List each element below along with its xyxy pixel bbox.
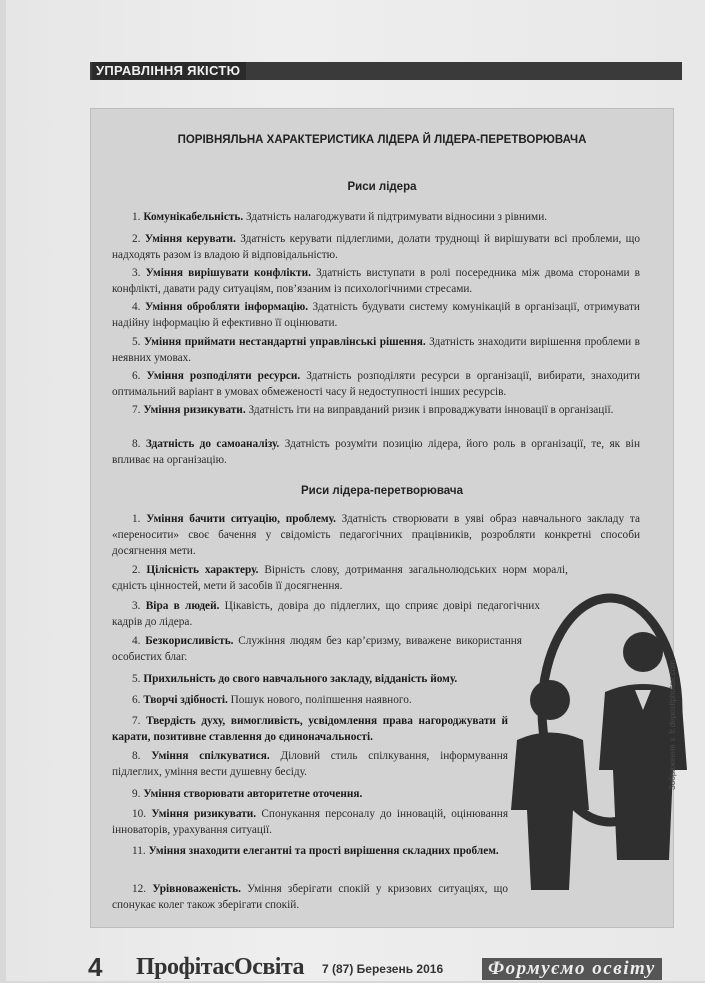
issue-info: 7 (87) Березень 2016 (322, 962, 444, 976)
article-title: ПОРІВНЯЛЬНА ХАРАКТЕРИСТИКА ЛІДЕРА Й ЛІДЕРА-ПЕРЕТВОРЮВАЧА (177, 134, 587, 146)
leader-heading: Риси лідера (347, 181, 417, 193)
transformer-item-3: 3. Віра в людей. Цікавість, довіра до підлеглих, що сприяє довірі педагогічних кадрів до лідера. (112, 600, 540, 628)
transformer-item-11: 11. Уміння знаходити елегантні та прості вирішення складних проблем. (132, 845, 499, 857)
footer-slogan: Формуємо освіту (482, 958, 662, 980)
transformer-item-10: 10. Уміння ризикувати. Спонукання персоналу до інновацій, оцінювання інноваторів, урахування ситуації. (112, 808, 509, 836)
section-header-label: УПРАВЛІННЯ ЯКІСТЮ (92, 62, 246, 80)
transformer-item-4: 4. Безкорисливість. Служіння людям без кар’єризму, виважене використання особистих благ. (112, 635, 522, 663)
leader-item-1: 1. Комунікабельність. Здатність налагоджувати й підтримувати відносини з рівними. (132, 211, 548, 223)
person-front-shape (511, 680, 589, 890)
leader-item-4: 4. Уміння обробляти інформацію. Здатність будувати систему комунікацій в організації, отримувати надійну інформацію й ефективно її оцінювати. (112, 301, 640, 329)
transformer-item-8: 8. Уміння спілкуватися. Діловий стиль спілкування, інформування підлеглих, уміння вести душевну бесіду. (112, 750, 508, 778)
leader-mirror-illustration (505, 560, 695, 900)
page-footer (0, 948, 705, 981)
page-number: 4 (88, 952, 103, 982)
leader-item-6: 6. Уміння розподіляти ресурси. Здатність розподіляти ресурси в організації, вибирати, знаходити оптимальний варіант в умовах обмеженості часу й недоступності інших ресурсів. (112, 370, 640, 398)
magazine-logo: ПрофітасОсвіта (136, 954, 305, 980)
leader-item-5: 5. Уміння приймати нестандартні управлінські рішення. Здатність знаходити вирішення проблеми в неявних умовах. (112, 336, 640, 364)
transformer-item-12: 12. Урівноваженість. Уміння зберігати спокій у кризових ситуаціях, що спонукає колег також зберігати спокій. (112, 883, 508, 911)
transformer-item-2: 2. Цілісність характеру. Вірність слову, дотримання загальнолюдських норм моралі, єдність цінностей, мети й засобів її досягнення. (112, 564, 568, 592)
transformer-heading: Риси лідера-перетворювача (301, 485, 463, 497)
transformer-item-6: 6. Творчі здібності. Пошук нового, поліпшення наявного. (132, 694, 412, 706)
transformer-item-1: 1. Уміння бачити ситуацію, проблему. Здатність створювати в уяві образ навчального закладу та «переносити» своє бачення у свідомість педагогічних працівників, розробляти конкретні способи досягнення мети. (112, 513, 640, 557)
leader-item-3: 3. Уміння вирішувати конфлікти. Здатність виступати в ролі посередника між двома сторонами в конфлікті, давати раду ситуаціям, пов’язаним із психологічними стресами. (112, 267, 640, 295)
leader-item-2: 2. Уміння керувати. Здатність керувати підлеглими, долати труднощі й вирішувати всі проблеми, що надходять разом із владою й відповідальністю. (112, 233, 640, 261)
transformer-item-5: 5. Прихильність до свого навчального закладу, відданість йому. (132, 673, 458, 685)
image-credit: Зображення з: fr.depositphotos.com (668, 660, 677, 790)
leader-item-8: 8. Здатність до самоаналізу. Здатність розуміти позицію лідера, його роль в організації, те, як він впливає на організацію. (112, 438, 640, 466)
transformer-item-9: 9. Уміння створювати авторитетне оточення. (132, 788, 363, 800)
leader-item-7: 7. Уміння ризикувати. Здатність іти на виправданий ризик і впроваджувати інновації в організації. (132, 404, 614, 416)
transformer-item-7: 7. Твердість духу, вимогливість, усвідомлення права нагороджувати й карати, позитивне ставлення до єдиноначальності. (112, 715, 508, 743)
